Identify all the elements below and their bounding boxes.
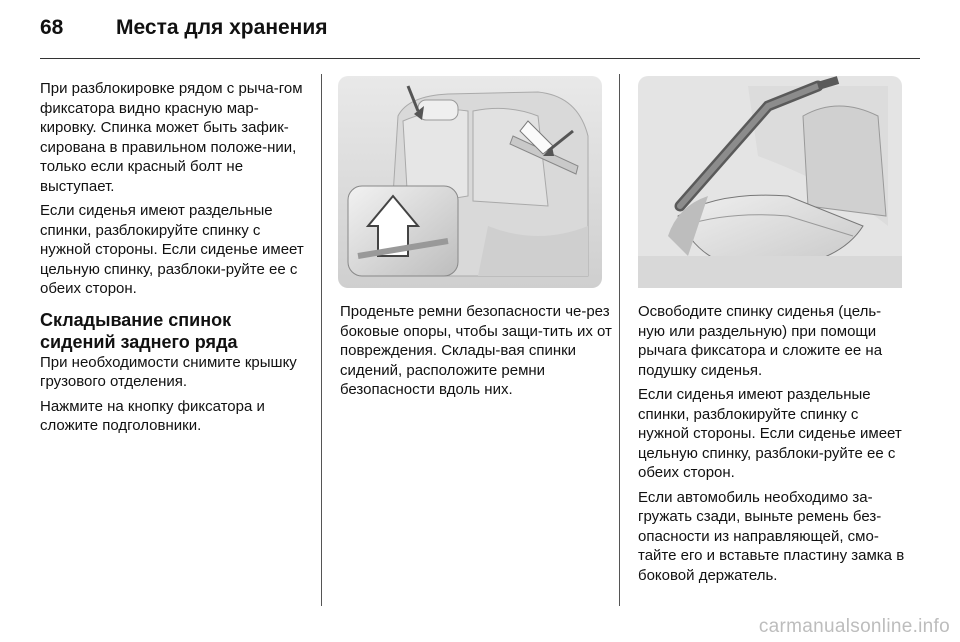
col1-paragraph-2: Если сиденья имеют раздельные спинки, разблокируйте спинку с нужной стороны. Если сиденье имеет цельную спинку, разблоки-руйте ее с обеих сторон. bbox=[40, 202, 304, 297]
col3-paragraph-2: Если сиденья имеют раздельные спинки, разблокируйте спинку с нужной стороны. Если сиденье имеет цельную спинку, разблоки-руйте ее с обеих сторон. bbox=[638, 386, 902, 481]
watermark: carmanualsonline.info bbox=[758, 616, 950, 637]
column-divider-1 bbox=[321, 74, 322, 606]
col3-paragraph-1: Освободите спинку сиденья (цель-ную или раздельную) при помощи рычага фиксатора и сложите ее на подушку сиденья. bbox=[638, 303, 883, 379]
page-number: 68 bbox=[40, 16, 64, 39]
page-header bbox=[40, 16, 328, 40]
column-3 bbox=[638, 302, 908, 590]
seat-belt-guide-illustration bbox=[338, 76, 602, 288]
column-1 bbox=[40, 79, 308, 441]
folded-seat-illustration bbox=[638, 76, 902, 288]
column-divider-2 bbox=[619, 74, 620, 606]
col1-paragraph-3: При необходимости снимите крышку грузового отделения. bbox=[40, 353, 297, 390]
col1-paragraph-4: Нажмите на кнопку фиксатора и сложите подголовники. bbox=[40, 397, 265, 434]
page-title: Места для хранения bbox=[116, 16, 328, 39]
column-2 bbox=[340, 302, 612, 405]
header-rule bbox=[40, 58, 920, 59]
col3-paragraph-3: Если автомобиль необходимо за-гружать сзади, выньте ремень без-опасности из направляющей, смо-тайте его и вставьте пластину замка в боковой держатель. bbox=[638, 488, 905, 584]
col2-paragraph-1: Проденьте ремни безопасности че-рез боковые опоры, чтобы защи-тить их от повреждения. Склады-вая спинки сидений, расположите ремни безопасности вдоль них. bbox=[340, 303, 612, 398]
col1-paragraph-1: При разблокировке рядом с рыча-гом фиксатора видно красную мар-кировку. Спинка может быть зафик-сирована в правильном положе-нии, только если красный болт не выступает. bbox=[40, 80, 303, 195]
section-heading: Складывание спинок сидений заднего ряда bbox=[40, 309, 238, 352]
